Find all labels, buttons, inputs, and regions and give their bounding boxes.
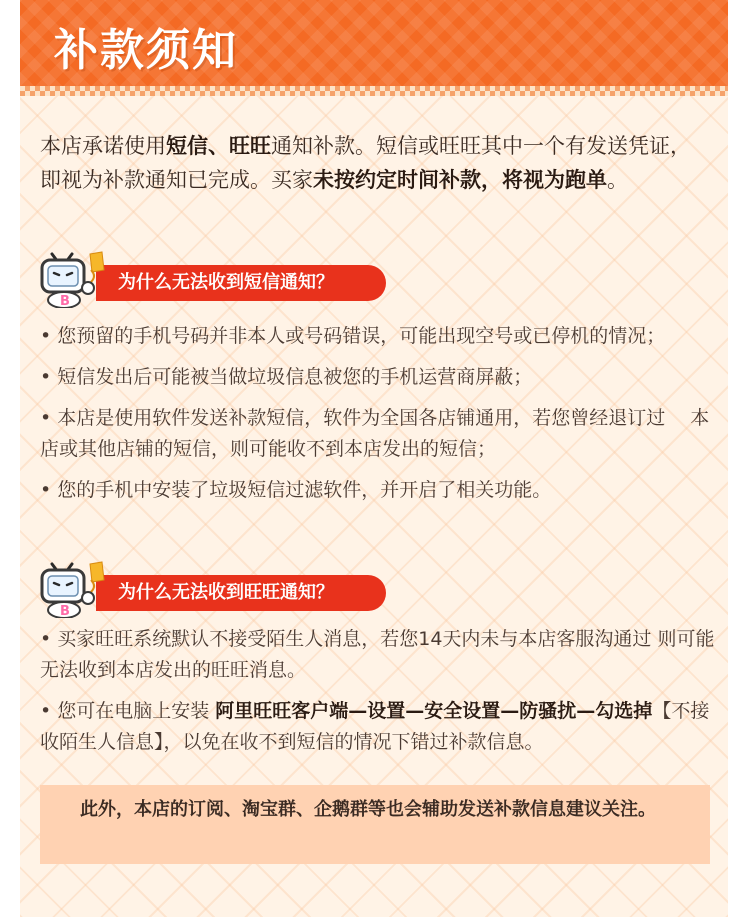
intro-paragraph: [40, 129, 710, 197]
page-title: 补款须知: [54, 25, 238, 76]
intro-bold-1: 短信、旺旺: [166, 134, 271, 158]
list-item: • 买家旺旺系统默认不接受陌生人消息，若您14天内未与本店客服沟通过 则可能无法收到本店发出的旺旺消息。: [40, 628, 715, 681]
notice-box: [40, 785, 710, 864]
intro-bold-2: 未按约定时间补款，将视为跑单: [313, 168, 607, 192]
section1-list: [40, 321, 716, 516]
bilibili-tv-mascot-icon: [38, 248, 108, 308]
section2-header: [38, 558, 398, 618]
section1-header: [38, 248, 398, 308]
svg-text:B: B: [60, 604, 70, 618]
intro-text-3: 。: [607, 168, 628, 192]
section1-title: 为什么无法收到短信通知？: [96, 265, 386, 301]
svg-text:B: B: [60, 294, 70, 308]
section2-title: 为什么无法收到旺旺通知？: [96, 575, 386, 611]
notice-text: 此外，本店的订阅、淘宝群、企鹅群等也会辅助发送补款信息建议关注。: [80, 799, 656, 820]
section2-list: [40, 624, 716, 768]
checker-divider: [20, 86, 728, 96]
intro-text-2: 通知补款。短信或旺旺其中一个有发送凭证，即视为补款通知已完成。买家: [40, 134, 691, 192]
list-item: • 您的手机中安装了垃圾短信过滤软件，并开启了相关功能。: [40, 479, 552, 501]
list-item: • 本店是使用软件发送补款短信，软件为全国各店铺通用，若您曾经退订过 本店或其他店铺的短信，则可能收不到本店发出的短信；: [40, 407, 710, 460]
header-banner: [20, 0, 728, 86]
content-area: [20, 96, 728, 917]
list-item: • 短信发出后可能被当做垃圾信息被您的手机运营商屏蔽；: [40, 366, 533, 388]
list-item: • 您可在电脑上安装 阿里旺旺客户端—设置—安全设置—防骚扰—勾选掉【不接收陌生人信息】，以免在收不到短信的情况下错过补款信息。: [40, 700, 710, 753]
list-item: • 您预留的手机号码并非本人或号码错误，可能出现空号或已停机的情况；: [40, 325, 666, 347]
intro-text-1: 本店承诺使用: [40, 134, 166, 158]
bilibili-tv-mascot-icon: [38, 558, 108, 618]
